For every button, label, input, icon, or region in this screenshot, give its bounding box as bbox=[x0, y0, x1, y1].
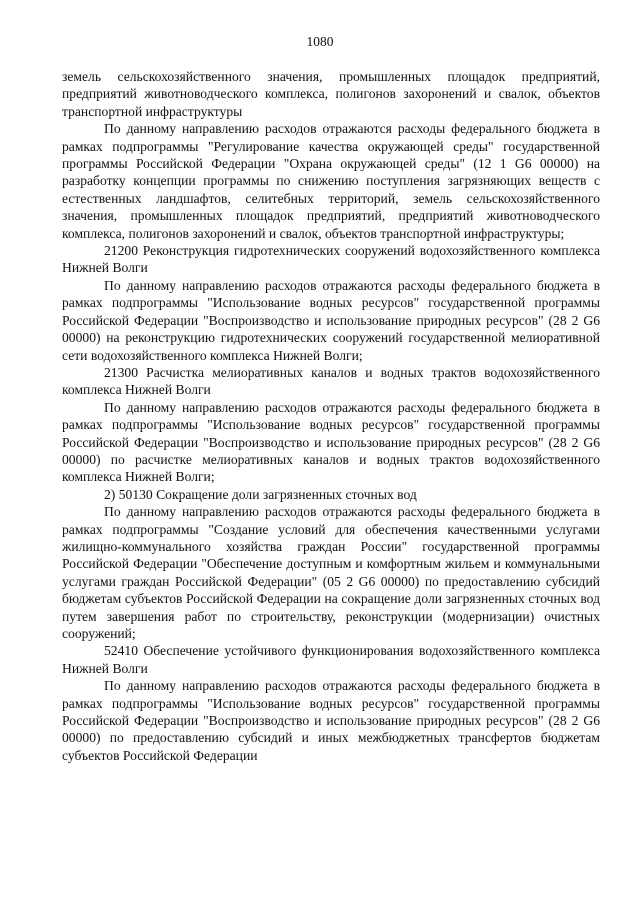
document-body bbox=[62, 68, 600, 764]
paragraph-expense-description: По данному направлению расходов отражаются расходы федерального бюджета в рамках подпрограммы "Регулирование качества окружающей среды" государственной программы Российской Федерации "Охрана окружающей среды" (12 1 G6 00000) на разработку концепции программы по снижению поступления загрязняющих веществ с естественных ландшафтов, селитебных территорий, земель сельскохозяйственного значения, промышленных площадок предприятий, предприятий животноводческого комплекса, полигонов захоронений и свалок, объектов транспортной инфраструктуры; bbox=[62, 121, 600, 241]
paragraph-expense-description: По данному направлению расходов отражаются расходы федерального бюджета в рамках подпрограммы "Использование водных ресурсов" государственной программы Российской Федерации "Воспроизводство и использование природных ресурсов" (28 2 G6 00000) на реконструкцию гидротехнических сооружений государственной мелиоративной сети водохозяйственного комплекса Нижней Волги; bbox=[62, 277, 600, 363]
page-number: 1080 bbox=[306, 34, 334, 49]
paragraph-expense-description: По данному направлению расходов отражаются расходы федерального бюджета в рамках подпрограммы "Использование водных ресурсов" государственной программы Российской Федерации "Воспроизводство и использование природных ресурсов" (28 2 G6 00000) по предоставлению субсидий и иных межбюджетных трансфертов бюджетам субъектов Российской Федерации bbox=[62, 678, 600, 763]
paragraph-expense-description: По данному направлению расходов отражаются расходы федерального бюджета в рамках подпрограммы "Использование водных ресурсов" государственной программы Российской Федерации "Воспроизводство и использование природных ресурсов" (28 2 G6 00000) по расчистке мелиоративных каналов и водных трактов водохозяйственного комплекса Нижней Волги; bbox=[62, 399, 600, 485]
paragraph-expense-description: По данному направлению расходов отражаются расходы федерального бюджета в рамках подпрограммы "Создание условий для обеспечения качественными услугами жилищно-коммунального хозяйства граждан России" государственной программы Российской Федерации "Обеспечение доступным и комфортным жильем и коммунальными услугами граждан Российской Федерации" (05 2 G6 00000) по предоставлению субсидий бюджетам субъектов Российской Федерации на сокращение доли загрязненных сточных вод путем завершения работ по строительству, реконструкции (модернизации) очистных сооружений; bbox=[62, 504, 600, 641]
paragraph-continuation: земель сельскохозяйственного значения, промышленных площадок предприятий, предприятий животноводческого комплекса, полигонов захоронений и свалок, объектов транспортной инфраструктуры bbox=[62, 69, 600, 119]
section-heading-21200: 21200 Реконструкция гидротехнических сооружений водохозяйственного комплекса Нижней Волги bbox=[62, 243, 600, 276]
section-heading-52410: 52410 Обеспечение устойчивого функционирования водохозяйственного комплекса Нижней Волги bbox=[62, 643, 600, 676]
section-heading-50130: 2) 50130 Сокращение доли загрязненных сточных вод bbox=[104, 486, 417, 502]
section-heading-21300: 21300 Расчистка мелиоративных каналов и водных трактов водохозяйственного комплекса Нижней Волги bbox=[62, 364, 600, 398]
